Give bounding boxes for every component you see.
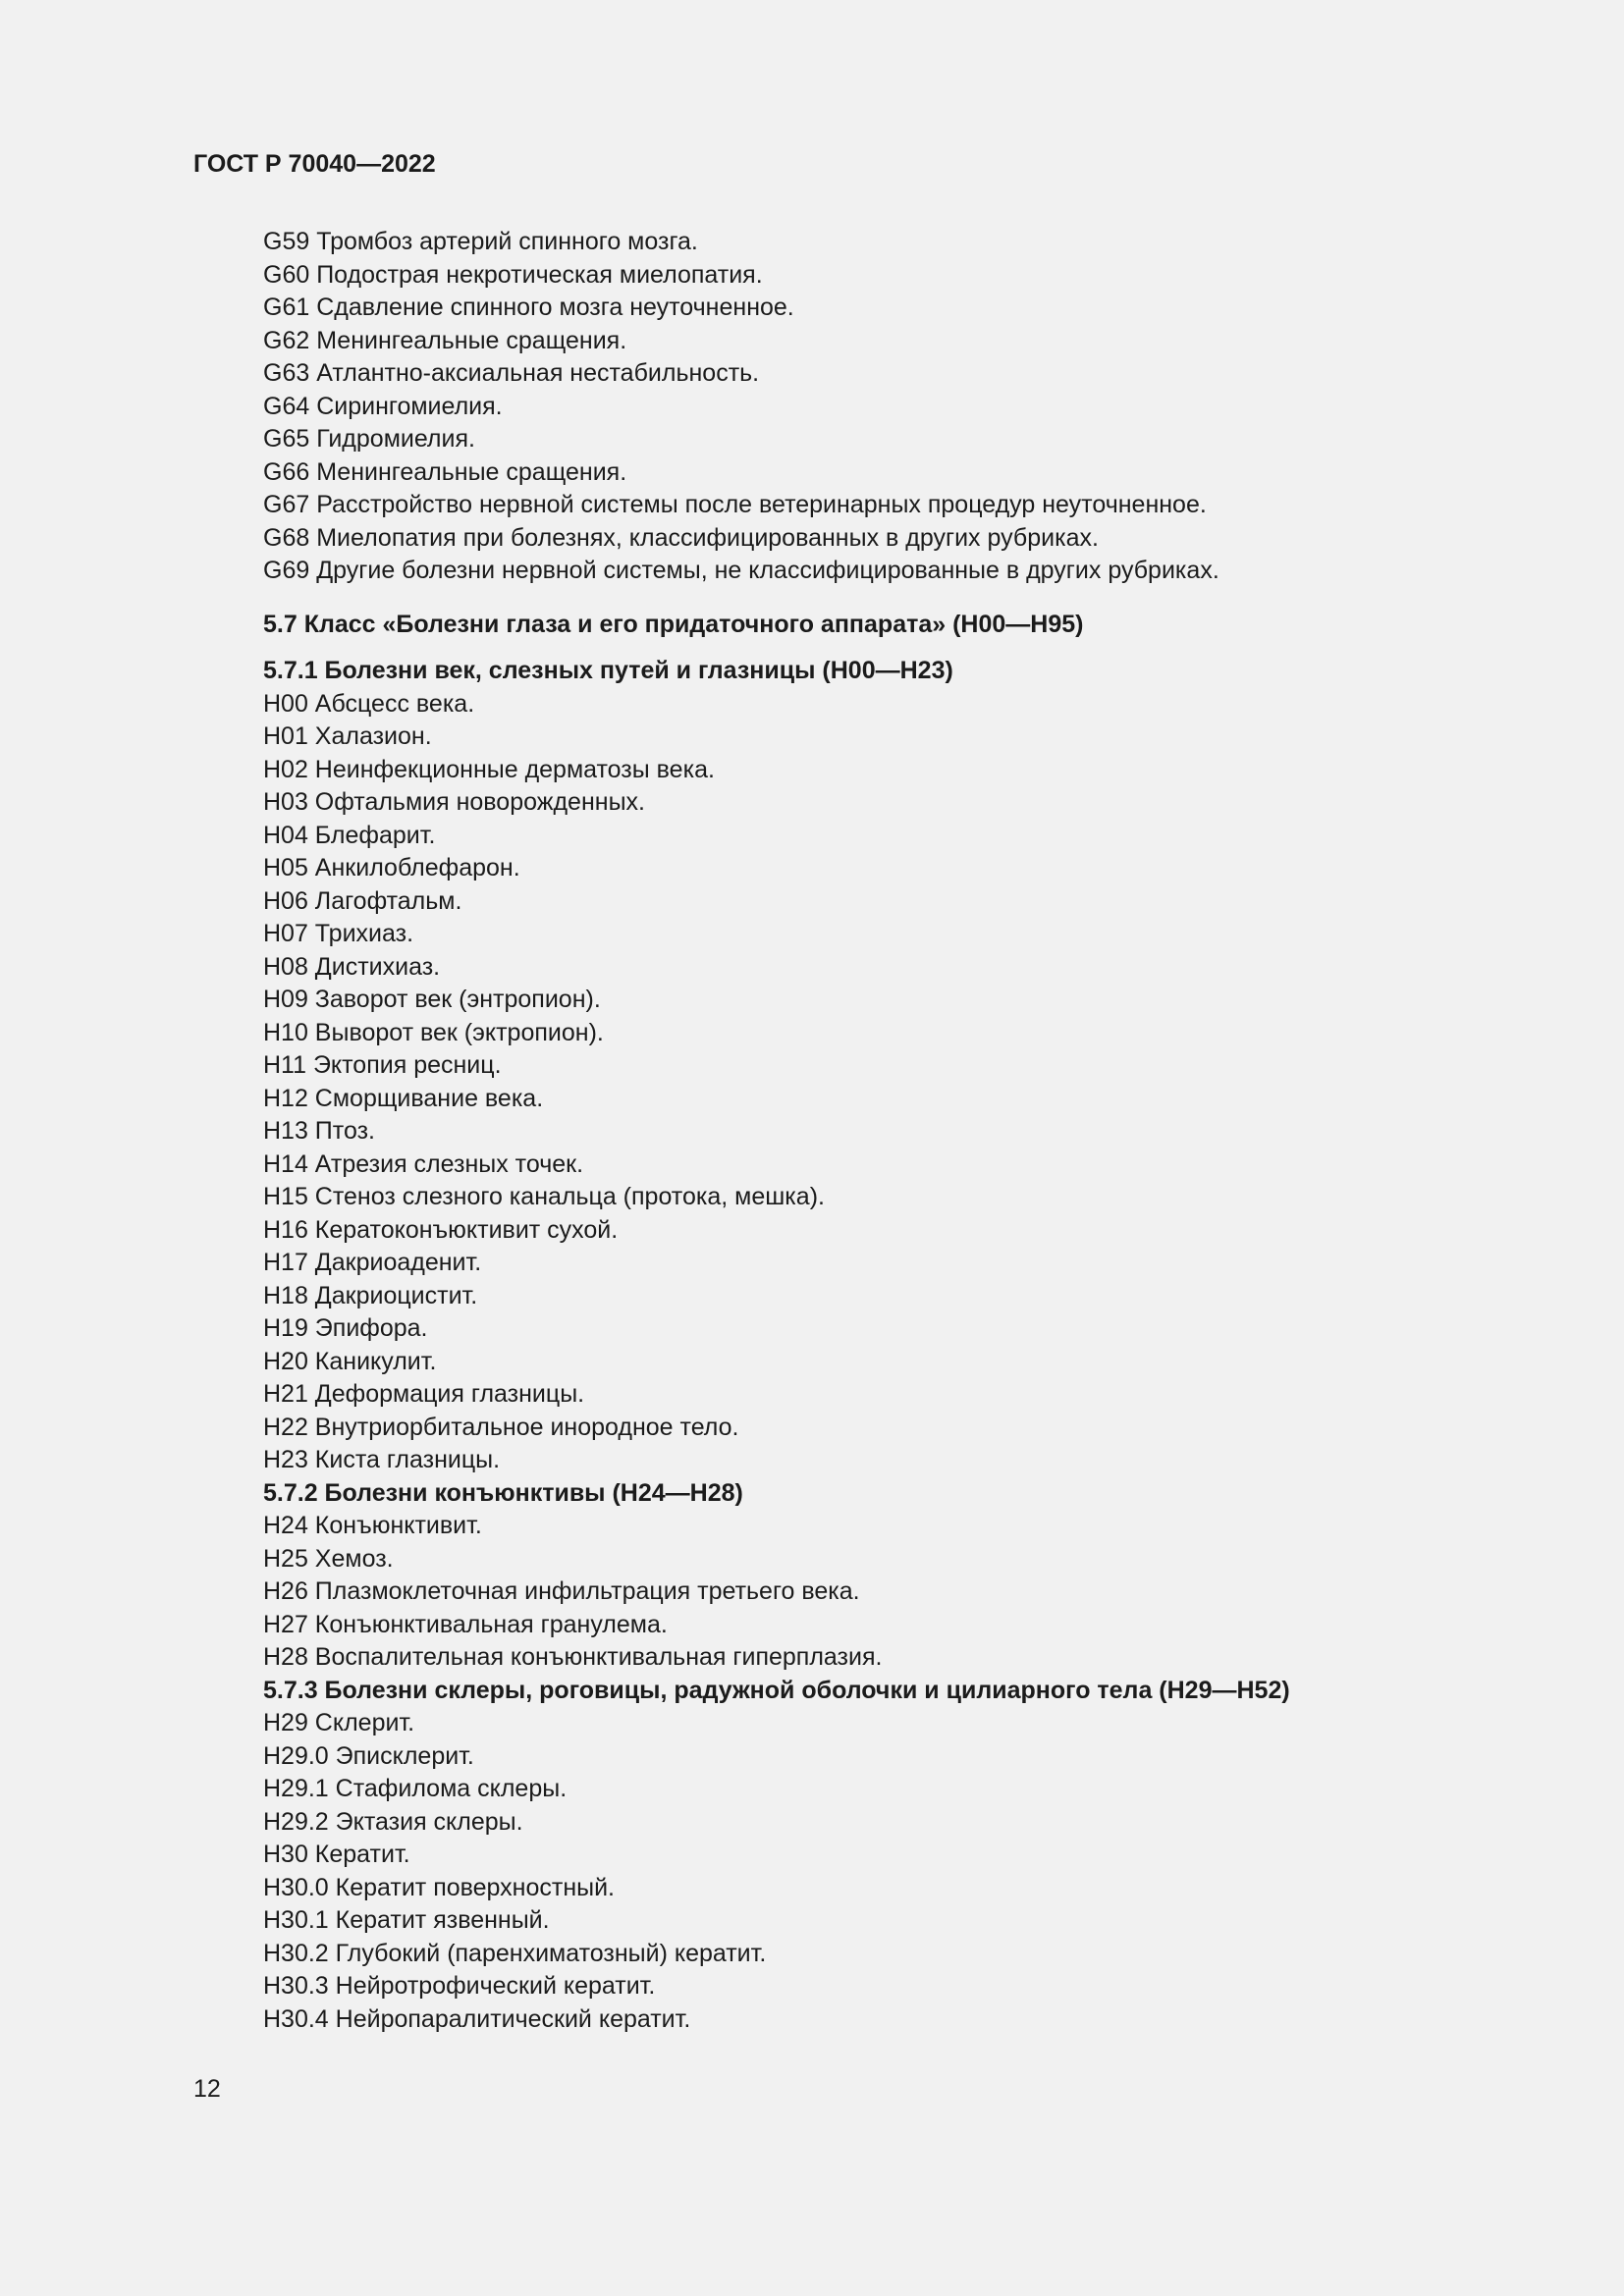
list-item: G66 Менингеальные сращения. [263, 457, 627, 486]
list-item: G61 Сдавление спинного мозга неуточненное. [263, 294, 794, 321]
subsection-heading-5-7-3: 5.7.3 Болезни склеры, роговицы, радужной оболочки и цилиарного тела (H29—H52) [263, 1676, 1290, 1704]
document-header: ГОСТ Р 70040—2022 [193, 150, 436, 178]
list-item: H30.1 Кератит язвенный. [263, 1906, 550, 1934]
subsection-5-7-2-list [263, 1510, 1540, 1675]
list-item: H30.0 Кератит поверхностный. [263, 1873, 616, 1901]
list-item: H23 Киста глазницы. [263, 1446, 501, 1473]
subsection-5-7-1-list [263, 688, 1540, 1477]
list-item: G62 Менингеальные сращения. [263, 326, 627, 354]
list-item: G65 Гидромиелия. [263, 425, 475, 453]
list-item: H07 Трихиаз. [263, 920, 414, 947]
list-item: H09 Заворот век (энтропион). [263, 986, 601, 1013]
list-item: H03 Офтальмия новорожденных. [263, 788, 645, 816]
list-item: H19 Эпифора. [263, 1314, 428, 1342]
list-item: H30.4 Нейропаралитический кератит. [263, 2004, 691, 2033]
list-item: H01 Халазион. [263, 722, 432, 750]
subsection-5-7-3-list [263, 1707, 1540, 2036]
list-item: H26 Плазмоклеточная инфильтрация третьего века. [263, 1577, 860, 1605]
list-item: H02 Неинфекционные дерматозы века. [263, 755, 715, 783]
list-item: G68 Миелопатия при болезнях, классифицированных в других рубриках. [263, 523, 1099, 552]
list-item: G69 Другие болезни нервной системы, не классифицированные в других рубриках. [263, 557, 1219, 584]
list-item: H22 Внутриорбитальное инородное тело. [263, 1413, 739, 1441]
list-item: G63 Атлантно-аксиальная нестабильность. [263, 359, 760, 387]
list-item: H18 Дакриоцистит. [263, 1281, 478, 1309]
list-item: H30.2 Глубокий (паренхиматозный) кератит. [263, 1939, 767, 1967]
list-item: H17 Дакриоаденит. [263, 1249, 482, 1276]
list-item: H21 Деформация глазницы. [263, 1380, 585, 1408]
subsection-heading-5-7-1: 5.7.1 Болезни век, слезных путей и глазницы (H00—H23) [263, 657, 953, 684]
list-item: H15 Стеноз слезного канальца (протока, мешка). [263, 1183, 825, 1210]
list-item: H13 Птоз. [263, 1117, 375, 1145]
g-code-list [263, 226, 1540, 588]
list-item: H29 Склерит. [263, 1709, 415, 1736]
list-item: H27 Конъюнктивальная гранулема. [263, 1610, 668, 1638]
list-item: H00 Абсцесс века. [263, 689, 475, 718]
list-item: G60 Подострая некротическая миелопатия. [263, 260, 763, 289]
page-number: 12 [193, 2075, 221, 2103]
list-item: G67 Расстройство нервной системы после ветеринарных процедур неуточненное. [263, 491, 1207, 518]
list-item: H30.3 Нейротрофический кератит. [263, 1972, 656, 2000]
list-item: H08 Дистихиаз. [263, 952, 441, 981]
list-item: H16 Кератоконъюктивит сухой. [263, 1215, 619, 1244]
list-item: H10 Выворот век (эктропион). [263, 1018, 604, 1046]
document-body [263, 226, 1540, 2036]
list-item: G64 Сирингомиелия. [263, 392, 503, 420]
list-item: H14 Атрезия слезных точек. [263, 1149, 584, 1178]
list-item: G59 Тромбоз артерий спинного мозга. [263, 228, 698, 255]
list-item: H24 Конъюнктивит. [263, 1512, 482, 1539]
list-item: H11 Эктопия ресниц. [263, 1051, 502, 1079]
list-item: H06 Лагофтальм. [263, 886, 462, 915]
list-item: H29.2 Эктазия склеры. [263, 1807, 523, 1836]
list-item: H05 Анкилоблефарон. [263, 854, 520, 881]
section-heading-5-7: 5.7 Класс «Болезни глаза и его придаточного аппарата» (H00—H95) [263, 610, 1084, 638]
list-item: H29.1 Стафилома склеры. [263, 1775, 568, 1802]
list-item: H30 Кератит. [263, 1841, 410, 1868]
list-item: H20 Каникулит. [263, 1347, 437, 1375]
list-item: H12 Сморщивание века. [263, 1084, 544, 1112]
subsection-heading-5-7-2: 5.7.2 Болезни конъюнктивы (H24—H28) [263, 1478, 743, 1507]
list-item: H29.0 Эписклерит. [263, 1741, 474, 1770]
list-item: H25 Хемоз. [263, 1544, 394, 1573]
list-item: H28 Воспалительная конъюнктивальная гиперплазия. [263, 1643, 883, 1671]
list-item: H04 Блефарит. [263, 821, 436, 849]
